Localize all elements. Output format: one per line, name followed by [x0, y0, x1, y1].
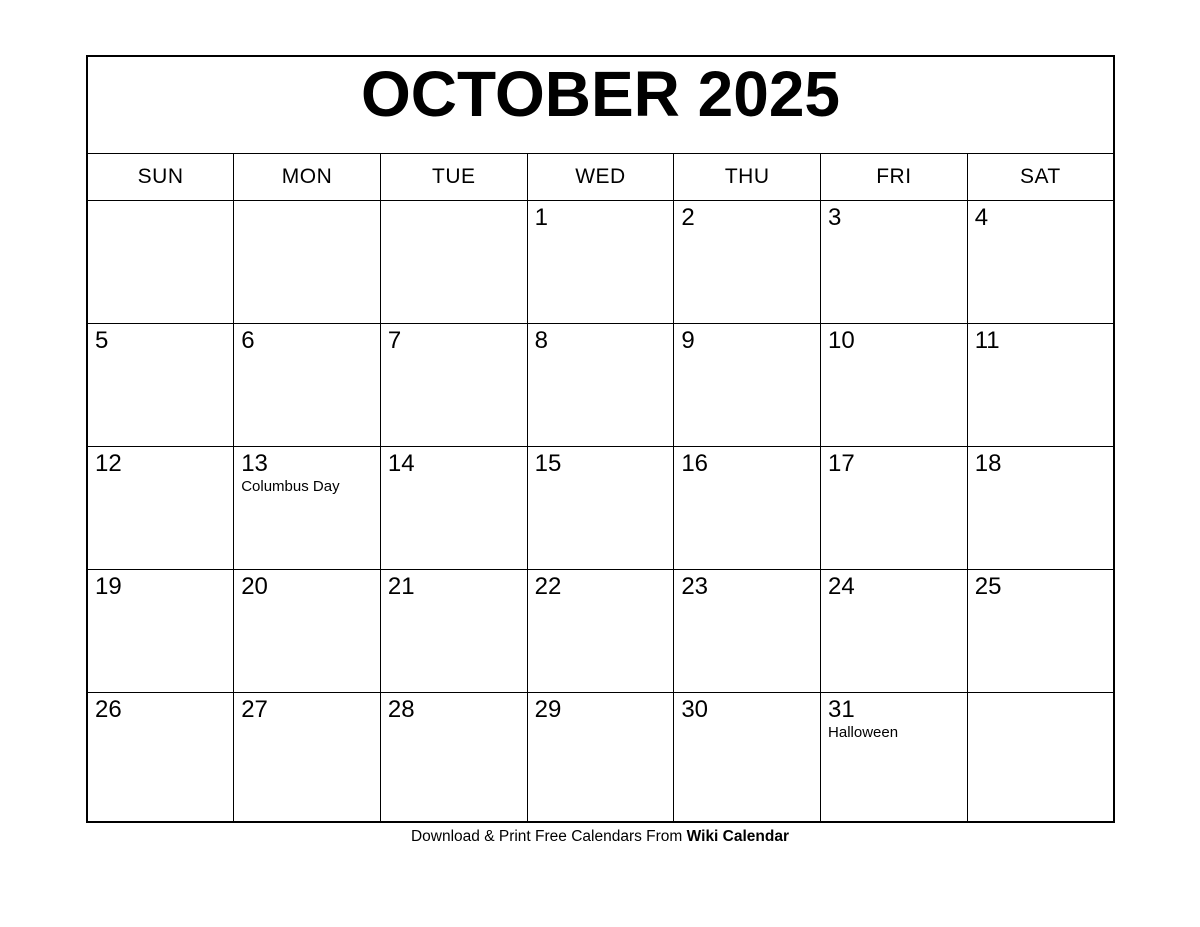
- event-label: [234, 600, 380, 601]
- calendar-cell: [674, 446, 821, 569]
- event-label: [381, 354, 527, 355]
- event-label: [821, 600, 967, 601]
- calendar-cell: [674, 569, 821, 692]
- event-label: Columbus Day: [241, 478, 340, 496]
- day-number: [88, 201, 233, 229]
- calendar-cell: [234, 200, 381, 323]
- calendar-table: [86, 55, 1115, 823]
- week-row: [87, 200, 1114, 323]
- day-number: 17: [828, 449, 855, 477]
- day-number: 14: [387, 449, 415, 477]
- calendar-cell: [527, 323, 674, 446]
- event-label: [381, 723, 527, 724]
- weekday-header-sun: SUN: [87, 153, 234, 200]
- calendar-cell: [87, 692, 234, 822]
- calendar-cell: [967, 200, 1114, 323]
- calendar-cell: [674, 692, 821, 822]
- calendar-cell: [967, 323, 1114, 446]
- calendar-cell: [87, 200, 234, 323]
- event-label: [528, 723, 674, 724]
- weekday-header-row: [87, 153, 1114, 200]
- footer-text: Download & Print Free Calendars From: [410, 828, 683, 845]
- calendar-cell: [380, 446, 527, 569]
- calendar-cell: [821, 200, 968, 323]
- weekday-header-tue: TUE: [380, 153, 527, 200]
- calendar-cell: [821, 569, 968, 692]
- calendar-cell: [967, 446, 1114, 569]
- day-number: 31: [828, 695, 855, 723]
- calendar-cell: [967, 692, 1114, 822]
- day-number: 18: [974, 449, 1002, 477]
- event-label: [234, 229, 380, 230]
- day-number: 30: [681, 695, 709, 723]
- calendar-cell: [527, 692, 674, 822]
- day-number: 5: [95, 326, 109, 354]
- event-label: [821, 231, 967, 232]
- event-label: [381, 600, 527, 601]
- day-number: 7: [387, 326, 402, 354]
- event-label: [88, 723, 233, 724]
- day-number: 19: [95, 572, 122, 600]
- week-row: [87, 569, 1114, 692]
- event-label: [381, 229, 527, 230]
- day-number: 4: [974, 203, 989, 231]
- event-label: [821, 477, 967, 478]
- event-label: [528, 354, 674, 355]
- day-number: [381, 201, 527, 229]
- calendar-cell: [821, 446, 968, 569]
- footer-credit: [0, 828, 1200, 846]
- event-label: [968, 721, 1113, 722]
- event-label: Halloween: [828, 724, 899, 742]
- day-number: 27: [241, 695, 268, 723]
- day-number: 6: [241, 326, 255, 354]
- event-label: [234, 354, 380, 355]
- calendar-cell: [234, 323, 381, 446]
- calendar-cell: [527, 569, 674, 692]
- day-number: 9: [681, 326, 695, 354]
- calendar-cell: [380, 323, 527, 446]
- calendar-grid: [87, 200, 1114, 822]
- calendar-cell: [234, 692, 381, 822]
- calendar-title: OCTOBER 2025: [87, 56, 1114, 153]
- title-row: [87, 56, 1114, 153]
- calendar-cell: [527, 200, 674, 323]
- calendar-cell: [234, 569, 381, 692]
- event-label: [674, 600, 820, 601]
- event-label: [381, 477, 527, 478]
- event-label: [88, 354, 233, 355]
- event-label: [821, 354, 967, 355]
- event-label: [674, 477, 820, 478]
- event-label: [968, 354, 1113, 355]
- day-number: 1: [534, 203, 548, 231]
- calendar-cell: [821, 323, 968, 446]
- event-label: [968, 477, 1113, 478]
- event-label: [674, 723, 820, 724]
- day-number: 25: [974, 572, 1002, 600]
- day-number: [234, 201, 380, 229]
- event-label: [528, 231, 674, 232]
- calendar-cell: [87, 446, 234, 569]
- day-number: 13: [241, 449, 268, 477]
- event-label: [968, 231, 1113, 232]
- calendar-cell: [527, 446, 674, 569]
- day-number: 28: [387, 695, 415, 723]
- day-number: 22: [534, 572, 562, 600]
- day-number: 29: [534, 695, 562, 723]
- week-row: [87, 692, 1114, 822]
- event-label: [88, 600, 233, 601]
- calendar-cell: [380, 569, 527, 692]
- day-number: 15: [534, 449, 562, 477]
- day-number: [968, 693, 1113, 721]
- event-label: [88, 477, 233, 478]
- weekday-header-sat: SAT: [967, 153, 1114, 200]
- calendar-cell: [87, 323, 234, 446]
- day-number: 8: [534, 326, 548, 354]
- day-number: 23: [681, 572, 709, 600]
- day-number: 21: [387, 572, 415, 600]
- event-label: [528, 600, 674, 601]
- day-number: 20: [241, 572, 268, 600]
- event-label: [674, 231, 820, 232]
- calendar-cell: [380, 692, 527, 822]
- day-number: 24: [828, 572, 855, 600]
- week-row: [87, 323, 1114, 446]
- calendar-cell: [967, 569, 1114, 692]
- calendar-cell: [234, 446, 381, 569]
- calendar-cell: [821, 692, 968, 822]
- calendar-cell: [380, 200, 527, 323]
- weekday-header-fri: FRI: [821, 153, 968, 200]
- day-number: 26: [95, 695, 122, 723]
- day-number: 3: [828, 203, 842, 231]
- footer-brand: Wiki Calendar: [686, 828, 790, 845]
- day-number: 16: [681, 449, 709, 477]
- event-label: [674, 354, 820, 355]
- event-label: [88, 229, 233, 230]
- day-number: 2: [681, 203, 695, 231]
- weekday-header-mon: MON: [234, 153, 381, 200]
- calendar-cell: [87, 569, 234, 692]
- week-row: [87, 446, 1114, 569]
- weekday-header-thu: THU: [674, 153, 821, 200]
- day-number: 10: [828, 326, 855, 354]
- event-label: [968, 600, 1113, 601]
- event-label: [234, 723, 380, 724]
- event-label: [528, 477, 674, 478]
- day-number: 11: [974, 326, 1000, 354]
- calendar-cell: [674, 200, 821, 323]
- calendar-cell: [674, 323, 821, 446]
- day-number: 12: [95, 449, 122, 477]
- weekday-header-wed: WED: [527, 153, 674, 200]
